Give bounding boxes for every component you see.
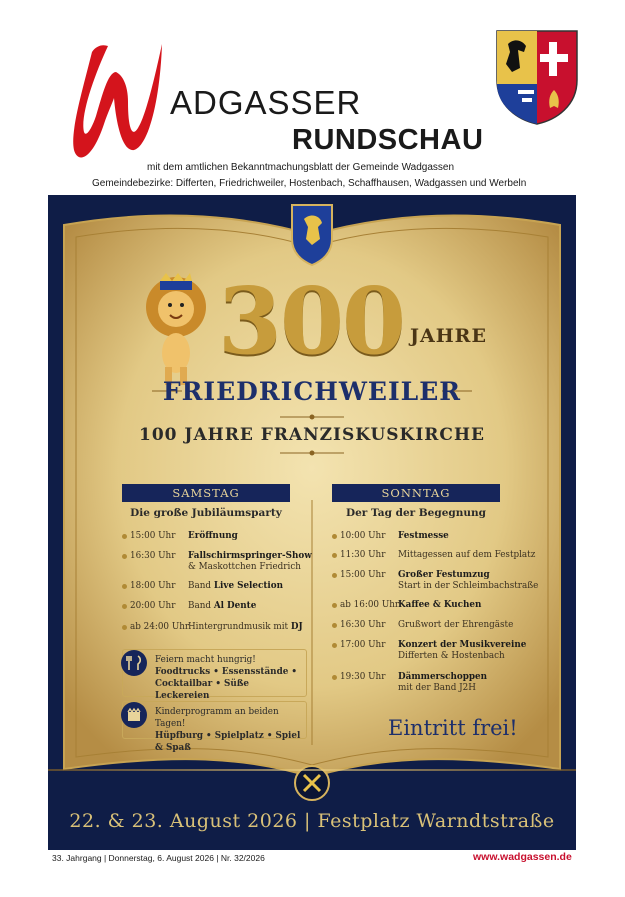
schedule-time: 19:30 Uhr — [340, 672, 386, 682]
newspaper-logo-w — [52, 32, 172, 172]
anniversary-years-word: JAHRE — [410, 325, 487, 347]
schedule-time: 18:00 Uhr — [130, 581, 176, 591]
cutlery-icon — [121, 650, 147, 676]
bullet-icon — [122, 604, 127, 609]
schedule-subline: & Maskottchen Friedrich — [188, 562, 301, 572]
event-poster — [48, 195, 576, 850]
bullet-icon — [332, 553, 337, 558]
coat-of-arms-icon — [494, 28, 580, 126]
poster-place-title: FRIEDRICHWEILER — [162, 377, 462, 406]
bullet-icon — [122, 584, 127, 589]
schedule-description — [188, 622, 303, 633]
bullet-icon — [332, 643, 337, 648]
schedule-highlight: Fallschirmspringer-Show — [188, 551, 312, 561]
schedule-highlight: Al Dente — [213, 601, 257, 611]
bullet-icon — [332, 573, 337, 578]
schedule-highlight: DJ — [290, 622, 303, 632]
bullet-icon — [332, 623, 337, 628]
masthead-districts: Gemeindebezirke: Differten, Friedrichweiler, Hostenbach, Schaffhausen, Wadgassen und Werbeln — [92, 178, 527, 189]
bullet-icon — [122, 534, 127, 539]
schedule-description — [398, 620, 513, 631]
food-line-1: Foodtrucks • Essensstände • — [155, 667, 297, 677]
schedule-description — [398, 672, 487, 694]
schedule-description — [398, 550, 535, 561]
sunday-schedule-row — [332, 640, 527, 664]
issue-info: 33. Jahrgang | Donnerstag, 6. August 2026 | Nr. 32/2026 — [52, 853, 265, 863]
bullet-icon — [332, 603, 337, 608]
schedule-text: Hintergrundmusik mit — [188, 622, 291, 632]
schedule-highlight: Konzert der Musikvereine — [398, 640, 527, 650]
schedule-highlight: Eröffnung — [188, 531, 238, 541]
food-line-2: Cocktailbar • Süße Leckereien — [155, 679, 250, 701]
masthead-tagline: mit dem amtlichen Bekanntmachungsblatt der Gemeinde Wadgassen — [147, 162, 455, 173]
admission-text: Eintritt frei! — [388, 716, 518, 740]
schedule-time: 17:00 Uhr — [340, 640, 386, 650]
bullet-icon — [332, 534, 337, 539]
schedule-highlight: Festmesse — [398, 531, 449, 541]
schedule-time: 16:30 Uhr — [130, 551, 176, 561]
saturday-schedule-row — [122, 622, 312, 646]
kids-title: Kinderprogramm an beiden Tagen! — [155, 707, 279, 729]
bullet-icon — [332, 675, 337, 680]
schedule-time: 20:00 Uhr — [130, 601, 176, 611]
bullet-icon — [122, 625, 127, 630]
masthead-title: ADGASSER — [170, 84, 362, 121]
saturday-header: SAMSTAG — [122, 484, 290, 502]
bullet-icon — [122, 554, 127, 559]
food-info-box — [122, 649, 307, 701]
kids-info-box — [122, 701, 307, 753]
schedule-time: ab 24:00 Uhr — [130, 622, 190, 632]
schedule-time: 10:00 Uhr — [340, 531, 386, 541]
schedule-highlight: Dämmerschoppen — [398, 672, 488, 682]
schedule-text: Band — [188, 581, 214, 591]
schedule-time: 11:30 Uhr — [340, 550, 386, 560]
masthead-subtitle: RUNDSCHAU — [292, 124, 484, 156]
schedule-description — [398, 570, 538, 592]
schedule-subline: mit der Band J2H — [398, 683, 476, 693]
poster-church-subtitle: 100 JAHRE FRANZISKUSKIRCHE — [139, 425, 485, 445]
schedule-subline: Start in der Schleimbachstraße — [398, 581, 539, 591]
food-title: Feiern macht hungrig! — [155, 655, 256, 665]
schedule-description — [398, 600, 481, 611]
schedule-highlight: Kaffee & Kuchen — [398, 600, 482, 610]
sunday-schedule-row — [332, 570, 539, 594]
sunday-header: SONNTAG — [332, 484, 500, 502]
event-date-place: 22. & 23. August 2026 | Festplatz Warndtstraße — [69, 810, 555, 832]
schedule-time: ab 16:00 Uhr — [340, 600, 400, 610]
schedule-highlight: Live Selection — [213, 581, 284, 591]
sunday-title: Der Tag der Begegnung — [346, 507, 486, 519]
schedule-time: 15:00 Uhr — [130, 531, 176, 541]
saturday-title: Die große Jubiläumsparty — [130, 507, 282, 519]
schedule-highlight: Großer Festumzug — [398, 570, 490, 580]
schedule-text: Mittagessen auf dem Festplatz — [398, 550, 536, 560]
kids-line-1: Hüpfburg • Spielplatz • Spiel & Spaß — [155, 731, 301, 753]
sunday-schedule-row — [332, 672, 522, 696]
schedule-description — [188, 551, 312, 573]
schedule-text: Grußwort der Ehrengäste — [398, 620, 514, 630]
schedule-description — [398, 640, 526, 662]
schedule-time: 15:00 Uhr — [340, 570, 386, 580]
schedule-text: Band — [188, 601, 214, 611]
schedule-description — [188, 601, 256, 612]
saturday-schedule-row — [122, 551, 312, 575]
anniversary-number: 300 — [218, 267, 405, 375]
schedule-description — [188, 581, 283, 592]
schedule-subline: Differten & Hostenbach — [398, 651, 505, 661]
schedule-description — [188, 531, 238, 542]
bouncy-castle-icon — [121, 702, 147, 728]
website-link[interactable]: www.wadgassen.de — [473, 851, 572, 863]
schedule-time: 16:30 Uhr — [340, 620, 386, 630]
schedule-description — [398, 531, 449, 542]
